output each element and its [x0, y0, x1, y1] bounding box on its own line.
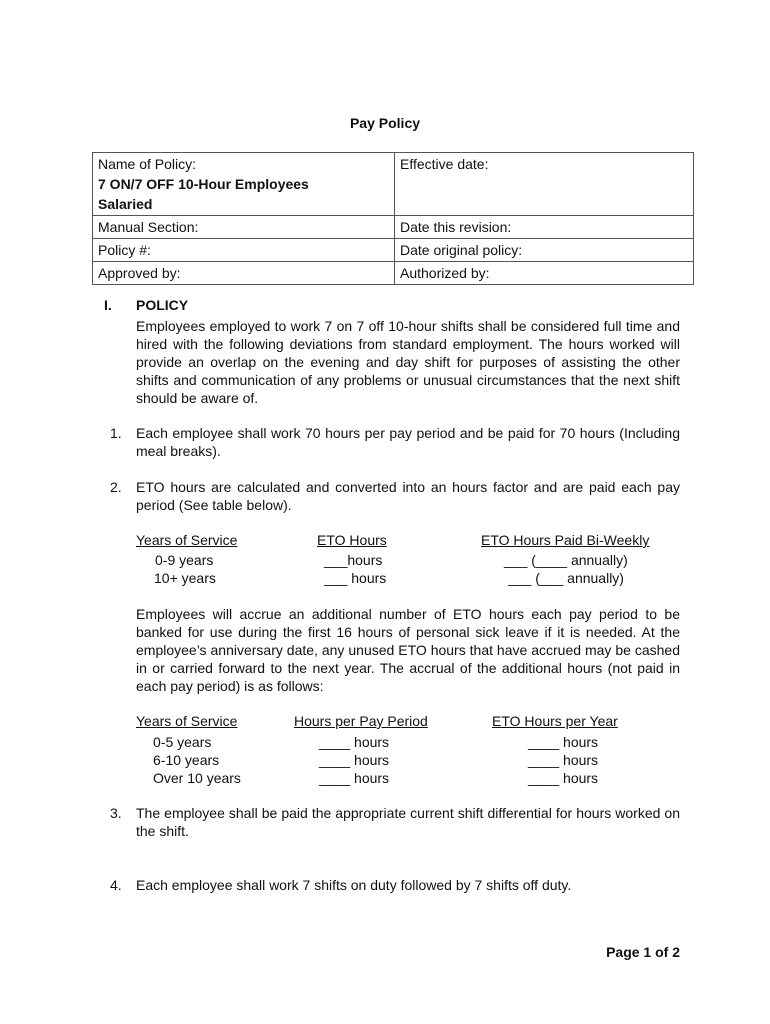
- table-row: [93, 216, 694, 239]
- item-number: 1.: [110, 425, 122, 441]
- eto-header-biweekly: ETO Hours Paid Bi-Weekly: [481, 532, 650, 548]
- accrual-header-per-year: ETO Hours per Year: [492, 713, 618, 729]
- eto-header-hours: ETO Hours: [317, 532, 387, 548]
- policy-name-line1: 7 ON/7 OFF 10-Hour Employees: [98, 176, 309, 192]
- accrual-row1-year: ____ hours: [528, 734, 599, 750]
- item-number: 2.: [110, 479, 122, 495]
- accrual-header-per-period: Hours per Pay Period: [294, 713, 428, 729]
- eto-row1-years: 0-9 years: [155, 552, 214, 568]
- eto-row2-years: 10+ years: [154, 570, 216, 586]
- authorized-by-cell: Authorized by:: [395, 262, 694, 285]
- eto-header-years: Years of Service: [136, 532, 238, 548]
- manual-section-cell: Manual Section:: [93, 216, 395, 239]
- accrual-row2-year: ____ hours: [528, 752, 599, 768]
- eto-row1-biweekly: ___ (____ annually): [504, 552, 628, 568]
- page-title: Pay Policy: [349, 115, 421, 131]
- table-row: [93, 153, 694, 216]
- accrual-header-years: Years of Service: [136, 713, 238, 729]
- table-row: [93, 239, 694, 262]
- date-revision-cell: Date this revision:: [395, 216, 694, 239]
- policy-name-cell: [93, 153, 395, 216]
- item-text: The employee shall be paid the appropriate current shift differential for hours worked on the shift.: [136, 805, 680, 839]
- policy-header-table: [92, 152, 694, 285]
- accrual-row1-years: 0-5 years: [153, 734, 212, 750]
- accrual-row2-years: 6-10 years: [153, 752, 220, 768]
- policy-number-cell: Policy #:: [93, 239, 395, 262]
- page-number: Page 1 of 2: [606, 944, 680, 960]
- approved-by-cell: Approved by:: [93, 262, 395, 285]
- policy-name-label: Name of Policy:: [98, 156, 197, 172]
- item-text: Each employee shall work 70 hours per pay period and be paid for 70 hours (Including meal breaks).: [136, 425, 680, 459]
- accrual-row2-period: ____ hours: [319, 752, 390, 768]
- section-number: I.: [104, 297, 112, 313]
- item-text: Each employee shall work 7 shifts on duty followed by 7 shifts off duty.: [136, 877, 572, 893]
- policy-name-line2: Salaried: [98, 196, 153, 212]
- accrual-paragraph: Employees will accrue an additional number of ETO hours each pay period to be banked for use during the first 16 hours of personal sick leave if it is needed. At the employee’s anniversary date, any unused ETO hours that have accrued may be cashed in or carried forward to the next year. The accrual of the additional hours (not paid in each pay period) is as follows:: [136, 606, 680, 694]
- eto-row2-biweekly: ___ (___ annually): [508, 570, 624, 586]
- item-number: 4.: [110, 877, 122, 893]
- section-heading: [104, 296, 188, 314]
- policy-intro-paragraph: Employees employed to work 7 on 7 off 10-hour shifts shall be considered full time and hired with the following deviations from standard employment. The hours worked will provide an overlap on the evening and day shift for purposes of assisting the other shifts and communication of any problems or unusual circumstances that the next shift should be aware of.: [136, 318, 680, 406]
- effective-date-cell: Effective date:: [395, 153, 694, 216]
- date-original-cell: Date original policy:: [395, 239, 694, 262]
- accrual-row3-period: ____ hours: [319, 770, 390, 786]
- eto-row2-hours: ___ hours: [324, 570, 387, 586]
- item-text: ETO hours are calculated and converted into an hours factor and are paid each pay period (See table below).: [136, 479, 680, 513]
- eto-row1-hours: ___hours: [324, 552, 383, 568]
- accrual-row3-years: Over 10 years: [153, 770, 241, 786]
- accrual-row3-year: ____ hours: [528, 770, 599, 786]
- accrual-row1-period: ____ hours: [319, 734, 390, 750]
- table-row: [93, 262, 694, 285]
- item-number: 3.: [110, 805, 122, 821]
- section-title: POLICY: [136, 297, 189, 313]
